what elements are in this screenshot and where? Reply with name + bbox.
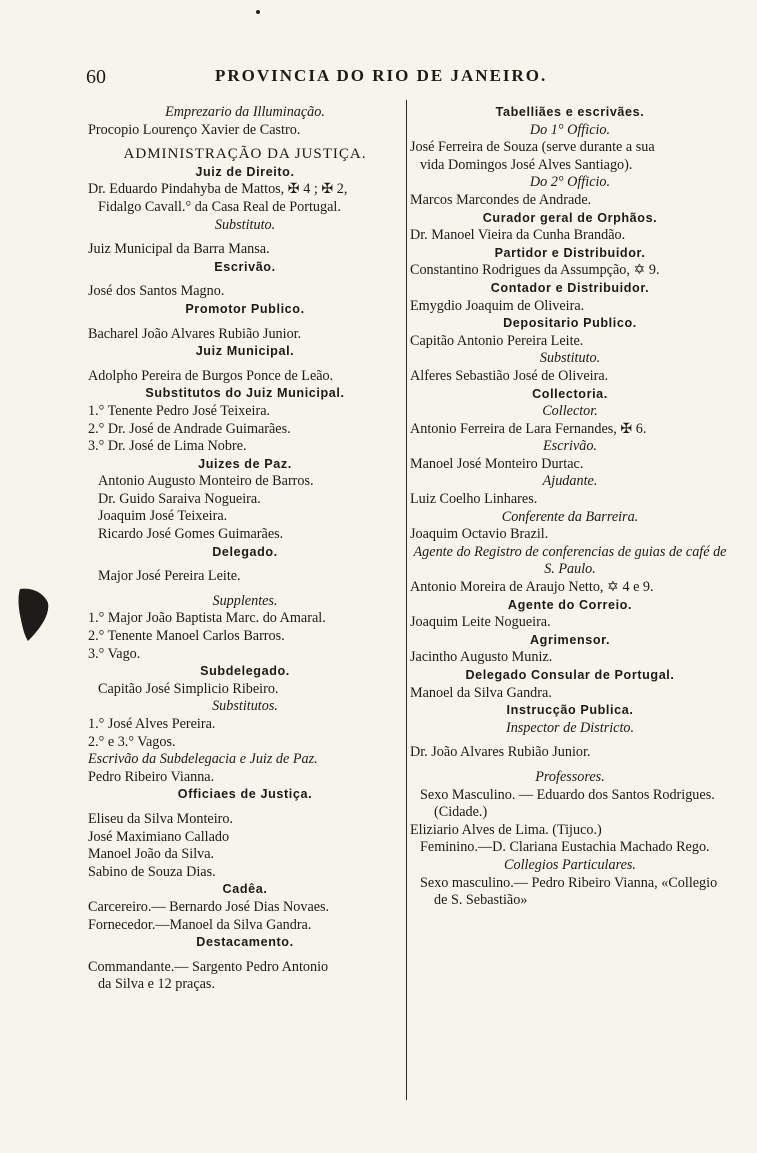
left-column-line: 3.° Dr. José de Lima Nobre.: [88, 438, 247, 455]
left-column-line: José dos Santos Magno.: [88, 283, 225, 300]
right-column-line: Ajudante.: [542, 473, 598, 490]
right-column-line: Professores.: [535, 768, 605, 785]
ink-speck: [256, 10, 260, 14]
left-column-line: Capitão José Simplicio Ribeiro.: [98, 680, 279, 697]
right-column-line: Jacintho Augusto Muniz.: [410, 649, 553, 666]
right-column-line: Curador geral de Orphãos.: [482, 210, 658, 225]
left-column-line: Juiz de Direito.: [195, 164, 295, 179]
left-column-line: Escrivão.: [214, 259, 276, 274]
left-column-line: Subdelegado.: [200, 664, 290, 679]
left-column-line: José Maximiano Callado: [88, 828, 230, 845]
right-column-line: José Ferreira de Souza (serve durante a sua: [410, 139, 655, 156]
right-column-line: Partidor e Distribuidor.: [494, 245, 646, 260]
right-column-line: Agente do Registro de conferencias de guias de café de S. Paulo.: [413, 543, 727, 578]
left-column-line: Promotor Publico.: [185, 301, 305, 316]
right-column-line: Tabelliães e escrivães.: [495, 105, 645, 119]
right-column-line: Antonio Moreira de Araujo Netto, ✡ 4 e 9.: [410, 579, 654, 596]
right-column-line: Antonio Ferreira de Lara Fernandes, ✠ 6.: [410, 420, 647, 437]
right-column-line: Depositario Publico.: [503, 316, 637, 331]
running-title: PROVINCIA DO RIO DE JANEIRO.: [215, 66, 548, 85]
left-column-line: ADMINISTRAÇÃO DA JUSTIÇA.: [123, 146, 367, 163]
left-column-line: Escrivão da Subdelegacia e Juiz de Paz.: [88, 751, 318, 768]
page-number: 60: [86, 66, 106, 88]
left-column-line: Procopio Lourenço Xavier de Castro.: [88, 121, 301, 138]
left-column-line: Dr. Guido Saraiva Nogueira.: [98, 490, 261, 507]
left-column-line: Officiaes de Justiça.: [177, 787, 313, 802]
right-column-line: Instrucção Publica.: [506, 703, 634, 718]
page-edge-mark: [14, 585, 54, 645]
left-column-line: Supplentes.: [212, 592, 278, 609]
left-column-line: Fornecedor.—Manoel da Silva Gandra.: [88, 916, 312, 933]
left-column-line: Commandante.— Sargento Pedro Antonio: [88, 958, 329, 975]
left-column-line: Substitutos do Juiz Municipal.: [145, 386, 345, 401]
left-column-line: Carcereiro.— Bernardo José Dias Novaes.: [88, 898, 330, 915]
right-column-line: Delegado Consular de Portugal.: [465, 668, 675, 682]
right-column-line: Dr. Manoel Vieira da Cunha Brandão.: [410, 227, 626, 244]
right-column-line: Dr. João Alvares Rubião Junior.: [410, 744, 591, 761]
right-column-line: Joaquim Leite Nogueira.: [410, 614, 551, 631]
left-column-line: Juiz Municipal.: [195, 344, 295, 359]
right-column-line: Marcos Marcondes de Andrade.: [410, 191, 592, 208]
left-column-line: Emprezario da Illuminação.: [165, 104, 325, 120]
right-column-line: Joaquim Octavio Brazil.: [410, 526, 549, 543]
left-column-line: Dr. Eduardo Pindahyba de Mattos, ✠ 4 ; ✠ 2,: [88, 181, 348, 198]
right-column-line: Manoel José Monteiro Durtac.: [410, 455, 584, 472]
left-column-line: Fidalgo Cavall.° da Casa Real de Portugal.: [98, 198, 341, 215]
right-column-line: Capitão Antonio Pereira Leite.: [410, 332, 584, 349]
right-column-line: Eliziario Alves de Lima. (Tijuco.): [410, 821, 602, 838]
column-rule: [406, 100, 407, 1100]
right-column: [410, 104, 730, 910]
left-column-line: 3.° Vago.: [88, 645, 141, 662]
left-column-line: Sabino de Souza Dias.: [88, 863, 216, 880]
left-column: [88, 104, 402, 994]
right-column-line: Do 2° Officio.: [529, 174, 611, 191]
right-column-line: Contador e Distribuidor.: [490, 280, 650, 295]
left-column-line: Pedro Ribeiro Vianna.: [88, 768, 215, 785]
left-column-line: Substitutos.: [212, 698, 278, 715]
right-column-line: Luiz Coelho Linhares.: [410, 491, 538, 508]
right-column-line: Sexo masculino.— Pedro Ribeiro Vianna, «Collegio de S. Sebastião»: [420, 874, 718, 909]
left-column-line: Joaquim José Teixeira.: [98, 508, 228, 525]
left-column-line: Cadêa.: [222, 882, 268, 897]
left-column-line: 2.° Tenente Manoel Carlos Barros.: [88, 628, 285, 645]
right-column-line: Collector.: [542, 403, 598, 420]
left-column-line: Juiz Municipal da Barra Mansa.: [88, 241, 270, 258]
left-column-line: Eliseu da Silva Monteiro.: [88, 810, 234, 827]
right-column-line: Collectoria.: [532, 386, 608, 401]
left-column-line: Major José Pereira Leite.: [98, 568, 241, 585]
left-column-line: 1.° Major João Baptista Marc. do Amaral.: [88, 610, 326, 627]
right-column-line: Emygdio Joaquim de Oliveira.: [410, 297, 585, 314]
left-column-line: da Silva e 12 praças.: [98, 976, 216, 993]
right-column-line: Collegios Particulares.: [504, 856, 636, 873]
left-column-line: Destacamento.: [196, 935, 294, 950]
left-column-line: Manoel João da Silva.: [88, 846, 215, 863]
right-column-line: Constantino Rodrigues da Assumpção, ✡ 9.: [410, 262, 660, 279]
left-column-line: Substituto.: [214, 216, 276, 233]
left-column-line: 1.° José Alves Pereira.: [88, 716, 216, 732]
right-column-line: Alferes Sebastião José de Oliveira.: [410, 367, 609, 384]
left-column-line: 1.° Tenente Pedro José Teixeira.: [88, 402, 271, 419]
right-column-line: Agrimensor.: [529, 632, 611, 647]
right-column-line: Conferente da Barreira.: [501, 508, 639, 525]
right-column-line: Inspector de Districto.: [505, 719, 635, 736]
right-column-line: Agente do Correio.: [507, 597, 633, 612]
right-column-line: Feminino.—D. Clariana Eustachia Machado Rego.: [420, 839, 710, 856]
left-column-line: 2.° e 3.° Vagos.: [88, 733, 176, 750]
right-column-line: Manoel da Silva Gandra.: [410, 684, 552, 701]
left-column-line: Delegado.: [212, 544, 278, 559]
left-column-line: Adolpho Pereira de Burgos Ponce de Leão.: [88, 367, 334, 384]
left-column-line: Ricardo José Gomes Guimarães.: [98, 526, 284, 543]
right-column-line: Sexo Masculino. — Eduardo dos Santos Rodrigues. (Cidade.): [420, 786, 715, 821]
right-column-line: Do 1° Officio.: [529, 121, 611, 138]
right-column-line: Escrivão.: [543, 438, 597, 455]
left-column-line: Juizes de Paz.: [198, 456, 292, 471]
right-column-line: Substituto.: [539, 350, 601, 367]
left-column-line: Bacharel João Alvares Rubião Junior.: [88, 325, 302, 342]
right-column-line: vida Domingos José Alves Santiago).: [420, 156, 633, 173]
left-column-line: Antonio Augusto Monteiro de Barros.: [98, 473, 314, 490]
left-column-line: 2.° Dr. José de Andrade Guimarães.: [88, 420, 291, 437]
